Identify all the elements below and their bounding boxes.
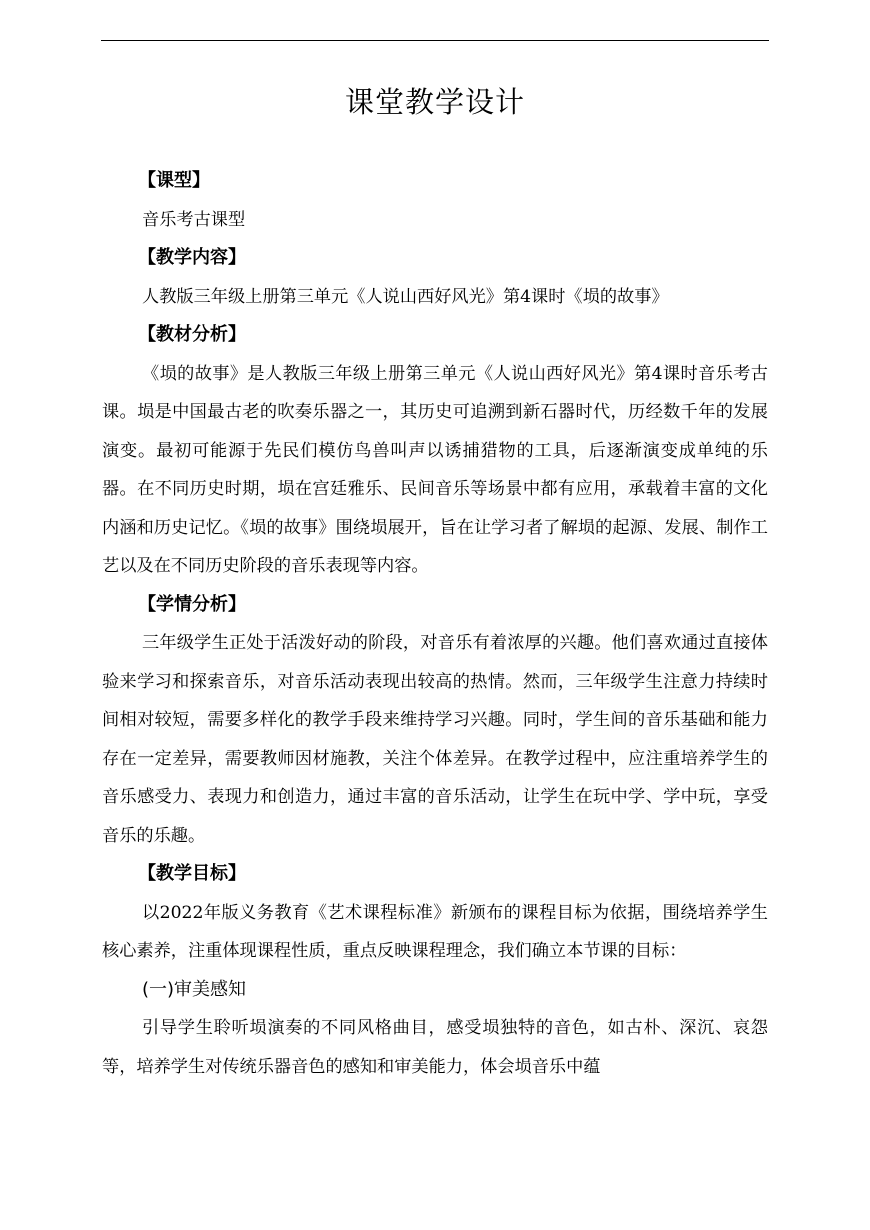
section-heading-teaching-content: 【教学内容】	[138, 247, 246, 268]
teaching-content-text: 人教版三年级上册第三单元《人说山西好风光》第4课时《埙的故事》	[142, 286, 669, 307]
header-rule	[101, 40, 769, 41]
section-heading-teaching-goals: 【教学目标】	[138, 863, 246, 884]
student-analysis-paragraph: 三年级学生正处于活泼好动的阶段，对音乐有着浓厚的兴趣。他们喜欢通过直接体验来学习和探索音乐，对音乐活动表现出较高的热情。然而，三年级学生注意力持续时间相对较短，需要多样化的教学手段来维持学习兴趣。同时，学生间的音乐基础和能力存在一定差异，需要教师因材施教，关注个体差异。在教学过程中，应注重培养学生的音乐感受力、表现力和创造力，通过丰富的音乐活动，让学生在玩中学、学中玩，享受音乐的乐趣。	[102, 633, 768, 846]
material-analysis-paragraph: 《埙的故事》是人教版三年级上册第三单元《人说山西好风光》第4课时音乐考古课。埙是中国最古老的吹奏乐器之一，其历史可追溯到新石器时代，历经数千年的发展演变。最初可能源于先民们模仿鸟兽叫声以诱捕猎物的工具，后逐渐演变成单纯的乐器。在不同历史时期，埙在宫廷雅乐、民间音乐等场景中都有应用，承载着丰富的文化内涵和历史记忆。《埙的故事》围绕埙展开，旨在让学习者了解埙的起源、发展、制作工艺以及在不同历史阶段的音乐表现等内容。	[102, 363, 768, 576]
section-heading-course-type: 【课型】	[138, 170, 210, 191]
section-heading-material-analysis: 【教材分析】	[138, 324, 246, 345]
subsection-heading-aesthetic-perception: (一)审美感知	[142, 978, 247, 1000]
course-type-text: 音乐考古课型	[142, 209, 246, 230]
document-body	[102, 162, 768, 1086]
teaching-goals-paragraph: 以2022年版义务教育《艺术课程标准》新颁布的课程目标为依据，围绕培养学生核心素养，注重体现课程性质，重点反映课程理念，我们确立本节课的目标：	[102, 902, 768, 961]
page-title: 课堂教学设计	[344, 85, 525, 119]
section-heading-student-analysis: 【学情分析】	[138, 593, 246, 615]
aesthetic-perception-paragraph: 引导学生聆听埙演奏的不同风格曲目，感受埙独特的音色，如古朴、深沉、哀怨等，培养学生对传统乐器音色的感知和审美能力，体会埙音乐中蕴	[102, 1018, 768, 1077]
